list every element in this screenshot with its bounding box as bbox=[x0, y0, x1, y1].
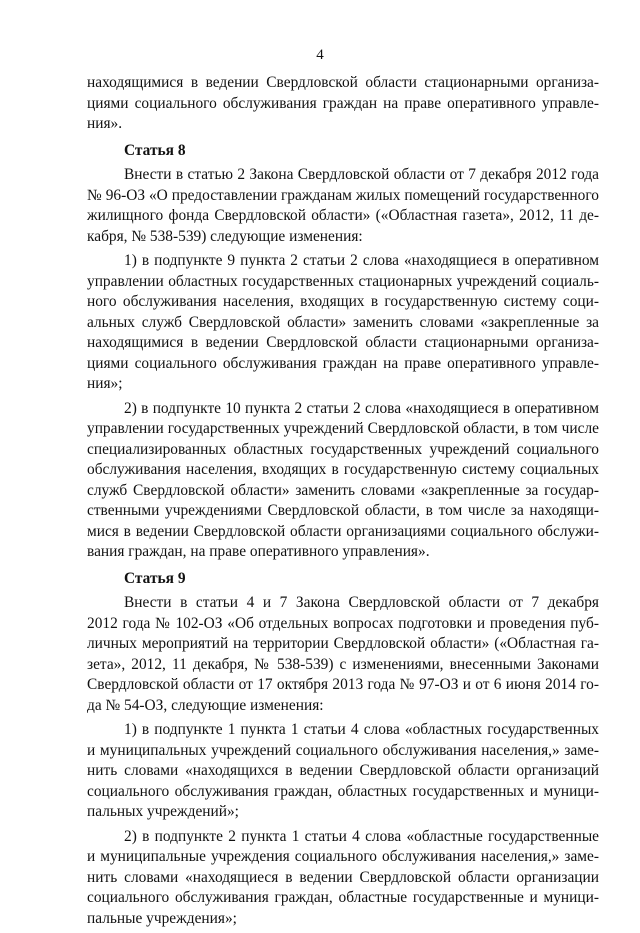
paragraph bbox=[87, 165, 599, 247]
text-line: Внести в статьи 4 и 7 Закона Свердловской области от 7 декабря bbox=[124, 594, 599, 611]
text-line: пальные учреждения»; bbox=[87, 909, 237, 927]
article-heading: Статья 9 bbox=[124, 569, 186, 587]
paragraph bbox=[87, 399, 599, 563]
text-line: жилищного фонда Свердловской области» («Областная газета», 2012, 11 де- bbox=[87, 207, 599, 224]
paragraph bbox=[87, 593, 599, 716]
text-line: ственными учреждениями Свердловской области, в том числе за находящи- bbox=[87, 502, 599, 519]
text-line: альных служб Свердловской области» заменить словами «закрепленные за bbox=[87, 313, 599, 331]
paragraph bbox=[87, 73, 599, 135]
text-line: находящимися в ведении Свердловской области стационарными организа- bbox=[87, 74, 599, 91]
text-line: управлении областных государственных стационарных учреждений социаль- bbox=[87, 272, 599, 290]
paragraph bbox=[87, 251, 599, 395]
article-heading: Статья 8 bbox=[124, 141, 186, 159]
text-line: нить словами «находящихся в ведении Свердловской области организаций bbox=[87, 762, 599, 779]
text-line: ного обслуживания населения, входящих в государственную систему соци- bbox=[87, 293, 599, 310]
paragraph bbox=[87, 827, 599, 930]
text-line: социального обслуживания граждан, областных государственных и муници- bbox=[87, 782, 599, 800]
text-line: № 96-ОЗ «О предоставлении гражданам жилых помещений государственного bbox=[87, 186, 599, 204]
text-line: нить словами «находящиеся в ведении Свердловской области организации bbox=[87, 868, 599, 886]
text-line: 1) в подпункте 9 пункта 2 статьи 2 слова «находящиеся в оперативном bbox=[124, 252, 599, 269]
text-line: кабря, № 538-539) следующие изменения: bbox=[87, 227, 363, 245]
text-line: 1) в подпункте 1 пункта 1 статьи 4 слова «областных государственных bbox=[124, 721, 599, 738]
text-line: и муниципальные учреждения социального обслуживания населения,» заме- bbox=[87, 848, 599, 865]
text-line: находящимися в ведении Свердловской области стационарными организа- bbox=[87, 334, 599, 351]
text-line: циями социального обслуживания граждан на праве оперативного управле- bbox=[87, 94, 599, 112]
text-line: да № 54-ОЗ, следующие изменения: bbox=[87, 696, 324, 714]
text-line: служб Свердловской области» заменить словами «закрепленные за государ- bbox=[87, 481, 599, 499]
text-line: ния». bbox=[87, 115, 123, 132]
text-line: специализированных областных государственных учреждений социального bbox=[87, 440, 599, 458]
text-line: пальных учреждений»; bbox=[87, 803, 239, 820]
paragraph bbox=[87, 720, 599, 823]
text-line: циями социального обслуживания граждан на праве оперативного управле- bbox=[87, 354, 599, 372]
text-line: управлении государственных учреждений Свердловской области, в том числе bbox=[87, 420, 599, 437]
text-line: 2) в подпункте 10 пункта 2 статьи 2 слова «находящиеся в оперативном bbox=[124, 399, 599, 417]
page-number: 4 bbox=[316, 47, 324, 63]
text-line: мися в ведении Свердловской области организациями социального обслужи- bbox=[87, 522, 599, 540]
text-line: зета», 2012, 11 декабря, № 538-539) с изменениями, внесенными Законами bbox=[87, 655, 599, 673]
text-line: обслуживания населения, входящих в государственную систему социальных bbox=[87, 461, 599, 478]
document-body bbox=[87, 73, 599, 933]
text-line: социального обслуживания граждан, областные государственные и муници- bbox=[87, 889, 599, 906]
text-line: и муниципальных учреждений социального обслуживания населения,» заме- bbox=[87, 741, 599, 759]
text-line: Свердловской области от 17 октября 2013 года № 97-ОЗ и от 6 июня 2014 го- bbox=[87, 676, 599, 693]
text-line: вания граждан, на праве оперативного управления». bbox=[87, 543, 430, 560]
text-line: личных мероприятий на территории Свердловской области» («Областная га- bbox=[87, 635, 599, 652]
text-line: 2) в подпункте 2 пункта 1 статьи 4 слова «областные государственные bbox=[124, 827, 599, 845]
text-line: 2012 года № 102-ОЗ «Об отдельных вопросах подготовки и проведения пуб- bbox=[87, 614, 599, 632]
text-line: Внести в статью 2 Закона Свердловской области от 7 декабря 2012 года bbox=[124, 166, 599, 183]
text-line: ния»; bbox=[87, 375, 123, 392]
